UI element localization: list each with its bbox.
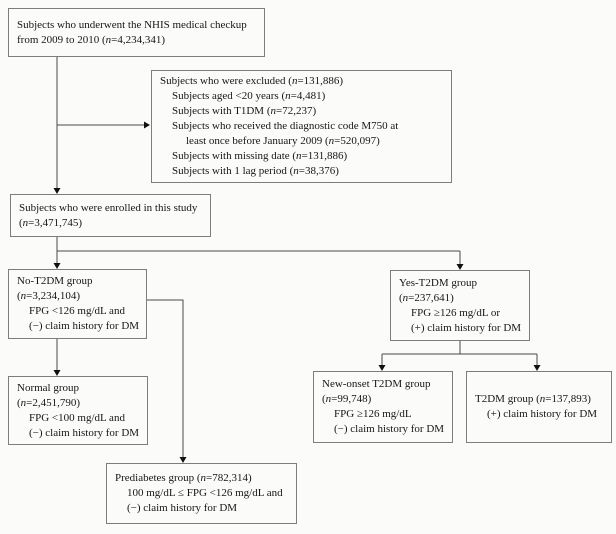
- box-line: Subjects who received the diagnostic code M750 at: [172, 120, 399, 132]
- excluded-box: [151, 70, 452, 183]
- box-line: (−) claim history for DM: [334, 423, 445, 435]
- box-line: FPG ≥126 mg/dL or: [411, 306, 501, 319]
- box-line: Subjects with missing date (n=131,886): [172, 150, 348, 162]
- checkup-box: [8, 8, 265, 57]
- box-line: Subjects who underwent the NHIS medical checkup: [17, 18, 247, 31]
- box-line: Prediabetes group (n=782,314): [115, 472, 252, 484]
- box-line: Yes-T2DM group: [399, 276, 478, 289]
- enrolled-box: [10, 194, 211, 237]
- box-line: Normal group: [17, 381, 80, 394]
- box-line: FPG ≥126 mg/dL: [334, 408, 412, 420]
- box-line: (−) claim history for DM: [29, 426, 140, 439]
- box-line: 100 mg/dL ≤ FPG <126 mg/dL and: [127, 487, 283, 499]
- box-line: (−) claim history for DM: [29, 320, 140, 332]
- normal-group-box: [8, 376, 148, 445]
- t2dm-group-box: [466, 371, 612, 443]
- prediabetes-group-box: [106, 463, 297, 524]
- box-line: Subjects with T1DM (n=72,237): [172, 105, 317, 117]
- box-line: No-T2DM group: [17, 275, 93, 287]
- box-line: T2DM group (n=137,893): [475, 393, 591, 405]
- box-line: (n=2,451,790): [17, 396, 81, 409]
- box-line: least once before January 2009 (n=520,097): [186, 135, 380, 147]
- connector-yest2dm-split: [382, 341, 537, 365]
- box-line: (n=99,748): [322, 393, 372, 405]
- box-line: from 2009 to 2010 (n=4,234,341): [17, 33, 165, 46]
- box-line: (n=3,234,104): [17, 290, 81, 302]
- arrowhead-excluded: [144, 122, 150, 129]
- box-line: (n=237,641): [399, 291, 454, 304]
- box-line: (+) claim history for DM: [411, 321, 522, 334]
- connector-not2dm-prediabetes: [147, 300, 183, 457]
- box-line: Subjects who were excluded (n=131,886): [160, 75, 344, 87]
- box-line: Subjects with 1 lag period (n=38,376): [172, 165, 339, 177]
- connector-enrolled-split: [57, 237, 460, 264]
- box-line: FPG <126 mg/dL and: [29, 305, 125, 317]
- box-line: (−) claim history for DM: [127, 502, 238, 514]
- box-line: Subjects aged <20 years (n=4,481): [172, 90, 326, 102]
- box-line: FPG <100 mg/dL and: [29, 411, 125, 424]
- no-t2dm-group-box: [8, 269, 147, 339]
- new-onset-t2dm-group-box: [313, 371, 453, 443]
- box-line: New-onset T2DM group: [322, 378, 431, 390]
- box-line: (n=3,471,745): [19, 216, 83, 229]
- box-line: (+) claim history for DM: [487, 408, 598, 420]
- box-line: Subjects who were enrolled in this study: [19, 201, 198, 214]
- yes-t2dm-group-box: [390, 270, 530, 341]
